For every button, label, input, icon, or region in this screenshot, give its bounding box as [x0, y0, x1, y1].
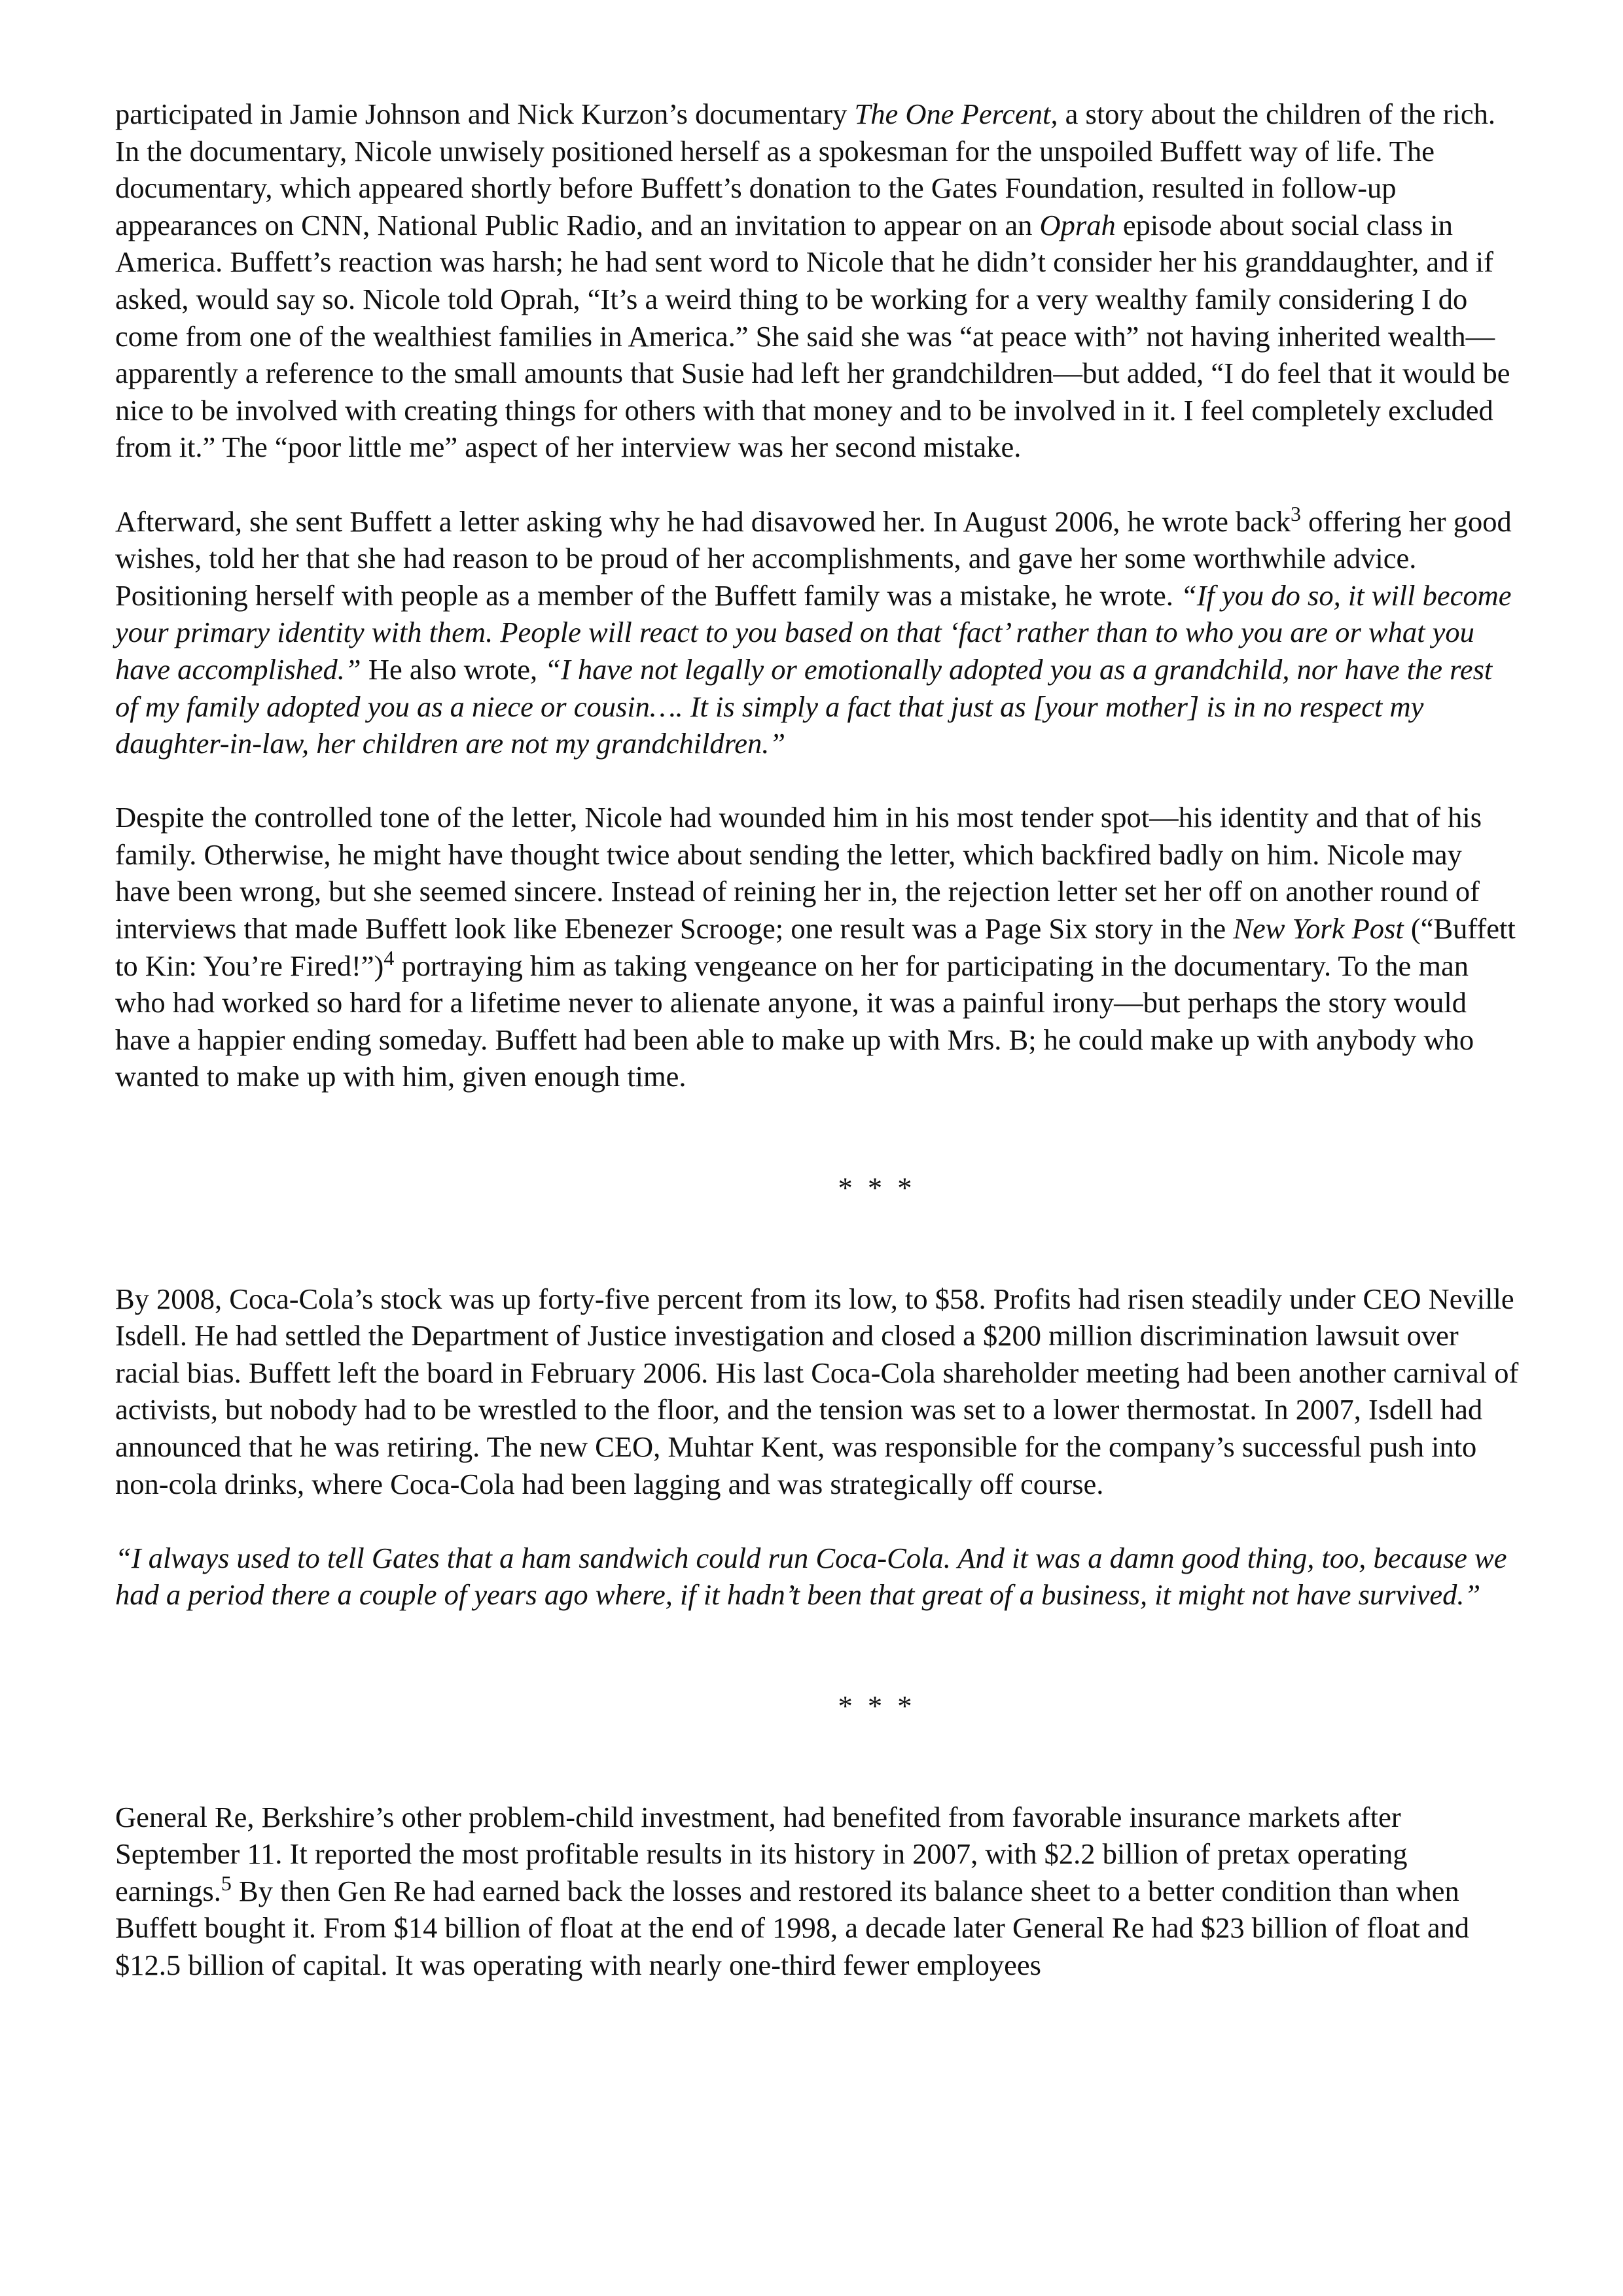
- text-run: offering her good wishes, told her that she had reason to be proud of her accomplishments, and gave her some worthwhile advice. Positioning herself with people as a member of the Buffett family was a mistake, he wrote.: [115, 504, 1512, 612]
- italic-run: “If you do so, it will become your primary identity with them. People will react to you based on that ‘fact’ rather than to who you are or what you have accomplished.”: [115, 578, 1512, 686]
- section-spacer: [115, 1614, 1521, 1687]
- paragraph-ham-sandwich-quote: [115, 1540, 1521, 1614]
- text-run: portraying him as taking vengeance on her for participating in the documentary. To the man who had worked so hard for a lifetime never to alienate anyone, it was a painful irony—but perhaps the story would have a happier ending someday. Buffett had been able to make up with Mrs. B; he could make up with anybody who wanted to make up with him, given enough time.: [115, 949, 1474, 1093]
- footnote-ref: 5: [221, 1871, 232, 1895]
- section-separator: * * *: [838, 1171, 916, 1205]
- text-run: By 2008, Coca-Cola’s stock was up forty-five percent from its low, to $58. Profits had risen steadily under CEO Neville Isdell. He had settled the Department of Justice investigation and closed a $200 million discrimination lawsuit over racial bias. Buffett left the board in February 2006. His last Coca-Cola shareholder meeting had been another carnival of activists, but nobody had to be wrestled to the floor, and the tension was set to a lower thermostat. In 2007, Isdell had announced that he was retiring. The new CEO, Muhtar Kent, was responsible for the company’s successful push into non-cola drinks, where Coca-Cola had been lagging and was strategically off course.: [115, 1282, 1519, 1500]
- paragraph-letter: [115, 503, 1521, 762]
- paragraph-one-percent: [115, 96, 1521, 466]
- paragraph-spacer: [115, 762, 1521, 800]
- text-run: a story about the children of the rich. In the documentary, Nicole unwisely positioned herself as a spokesman for the unspoiled Buffett way of life. The documentary, which appeared shortly before Buffett’s donation to the Gates Foundation, resulted in follow-up appearances on CNN, National Public Radio, and an invitation to appear on an: [115, 97, 1496, 241]
- italic-run: New York Post: [1233, 912, 1404, 945]
- section-spacer: [115, 1095, 1521, 1169]
- text-run: (“Buffett to Kin: You’re Fired!”): [115, 912, 1516, 982]
- document-page: [115, 96, 1521, 1984]
- text-run: Despite the controlled tone of the letter, Nicole had wounded him in his most tender spot—his identity and that of his family. Otherwise, he might have thought twice about sending the letter, which backfired badly on him. Nicole may have been wrong, but she seemed sincere. Instead of reining her in, the rejection letter set her off on another round of interviews that made Buffett look like Ebenezer Scrooge; one result was a Page Six story in the: [115, 801, 1482, 945]
- paragraph-general-re: [115, 1799, 1521, 1984]
- paragraph-spacer: [115, 1502, 1521, 1540]
- text-run: By then Gen Re had earned back the losses and restored its balance sheet to a better condition than when Buffett bought it. From $14 billion of float at the end of 1998, a decade later General Re had $23 billion of float and $12.5 billion of capital. It was operating with nearly one-third fewer employees: [115, 1874, 1470, 1981]
- text-run: participated in Jamie Johnson and Nick Kurzon’s documentary: [115, 97, 855, 130]
- paragraph-coca-cola: [115, 1280, 1521, 1503]
- paragraph-scrooge: [115, 799, 1521, 1095]
- section-spacer: [115, 1207, 1521, 1280]
- italic-run: Oprah: [1039, 208, 1116, 241]
- section-spacer: [115, 1725, 1521, 1799]
- italic-run: “I always used to tell Gates that a ham sandwich could run Coca-Cola. And it was a damn good thing, too, because we had a period there a couple of years ago where, if it hadn’t been that great of a business, it might not have survived.”: [115, 1541, 1507, 1612]
- text-run: episode about social class in America. Buffett’s reaction was harsh; he had sent word to Nicole that he didn’t consider her his granddaughter, and if asked, would say so. Nicole told Oprah, “It’s a weird thing to be working for a very wealthy family considering I do come from one of the wealthiest families in America.” She said she was “at peace with” not having inherited wealth—apparently a reference to the small amounts that Susie had left her grandchildren—but added, “I do feel that it would be nice to be involved with creating things for others with that money and to be involved in it. I feel completely excluded from it.” The “poor little me” aspect of her interview was her second mistake.: [115, 208, 1510, 464]
- paragraph-spacer: [115, 466, 1521, 503]
- footnote-ref: 3: [1291, 501, 1302, 525]
- section-separator: * * *: [838, 1689, 916, 1722]
- text-run: General Re, Berkshire’s other problem-child investment, had benefited from favorable insurance markets after September 11. It reported the most profitable results in its history in 2007, with $2.2 billion of pretax operating earnings.: [115, 1800, 1408, 1907]
- footnote-ref: 4: [383, 945, 395, 970]
- text-run: Afterward, she sent Buffett a letter asking why he had disavowed her. In August 2006, he wrote back: [115, 504, 1291, 538]
- text-run: He also wrote,: [361, 652, 545, 686]
- italic-run: “I have not legally or emotionally adopted you as a grandchild, nor have the rest of my family adopted you as a niece or cousin…. It is simply a fact that just as [your mother] is in no respect my daughter-in-law, her children are not my grandchildren.”: [115, 652, 1493, 760]
- italic-run: The One Percent,: [854, 97, 1058, 130]
